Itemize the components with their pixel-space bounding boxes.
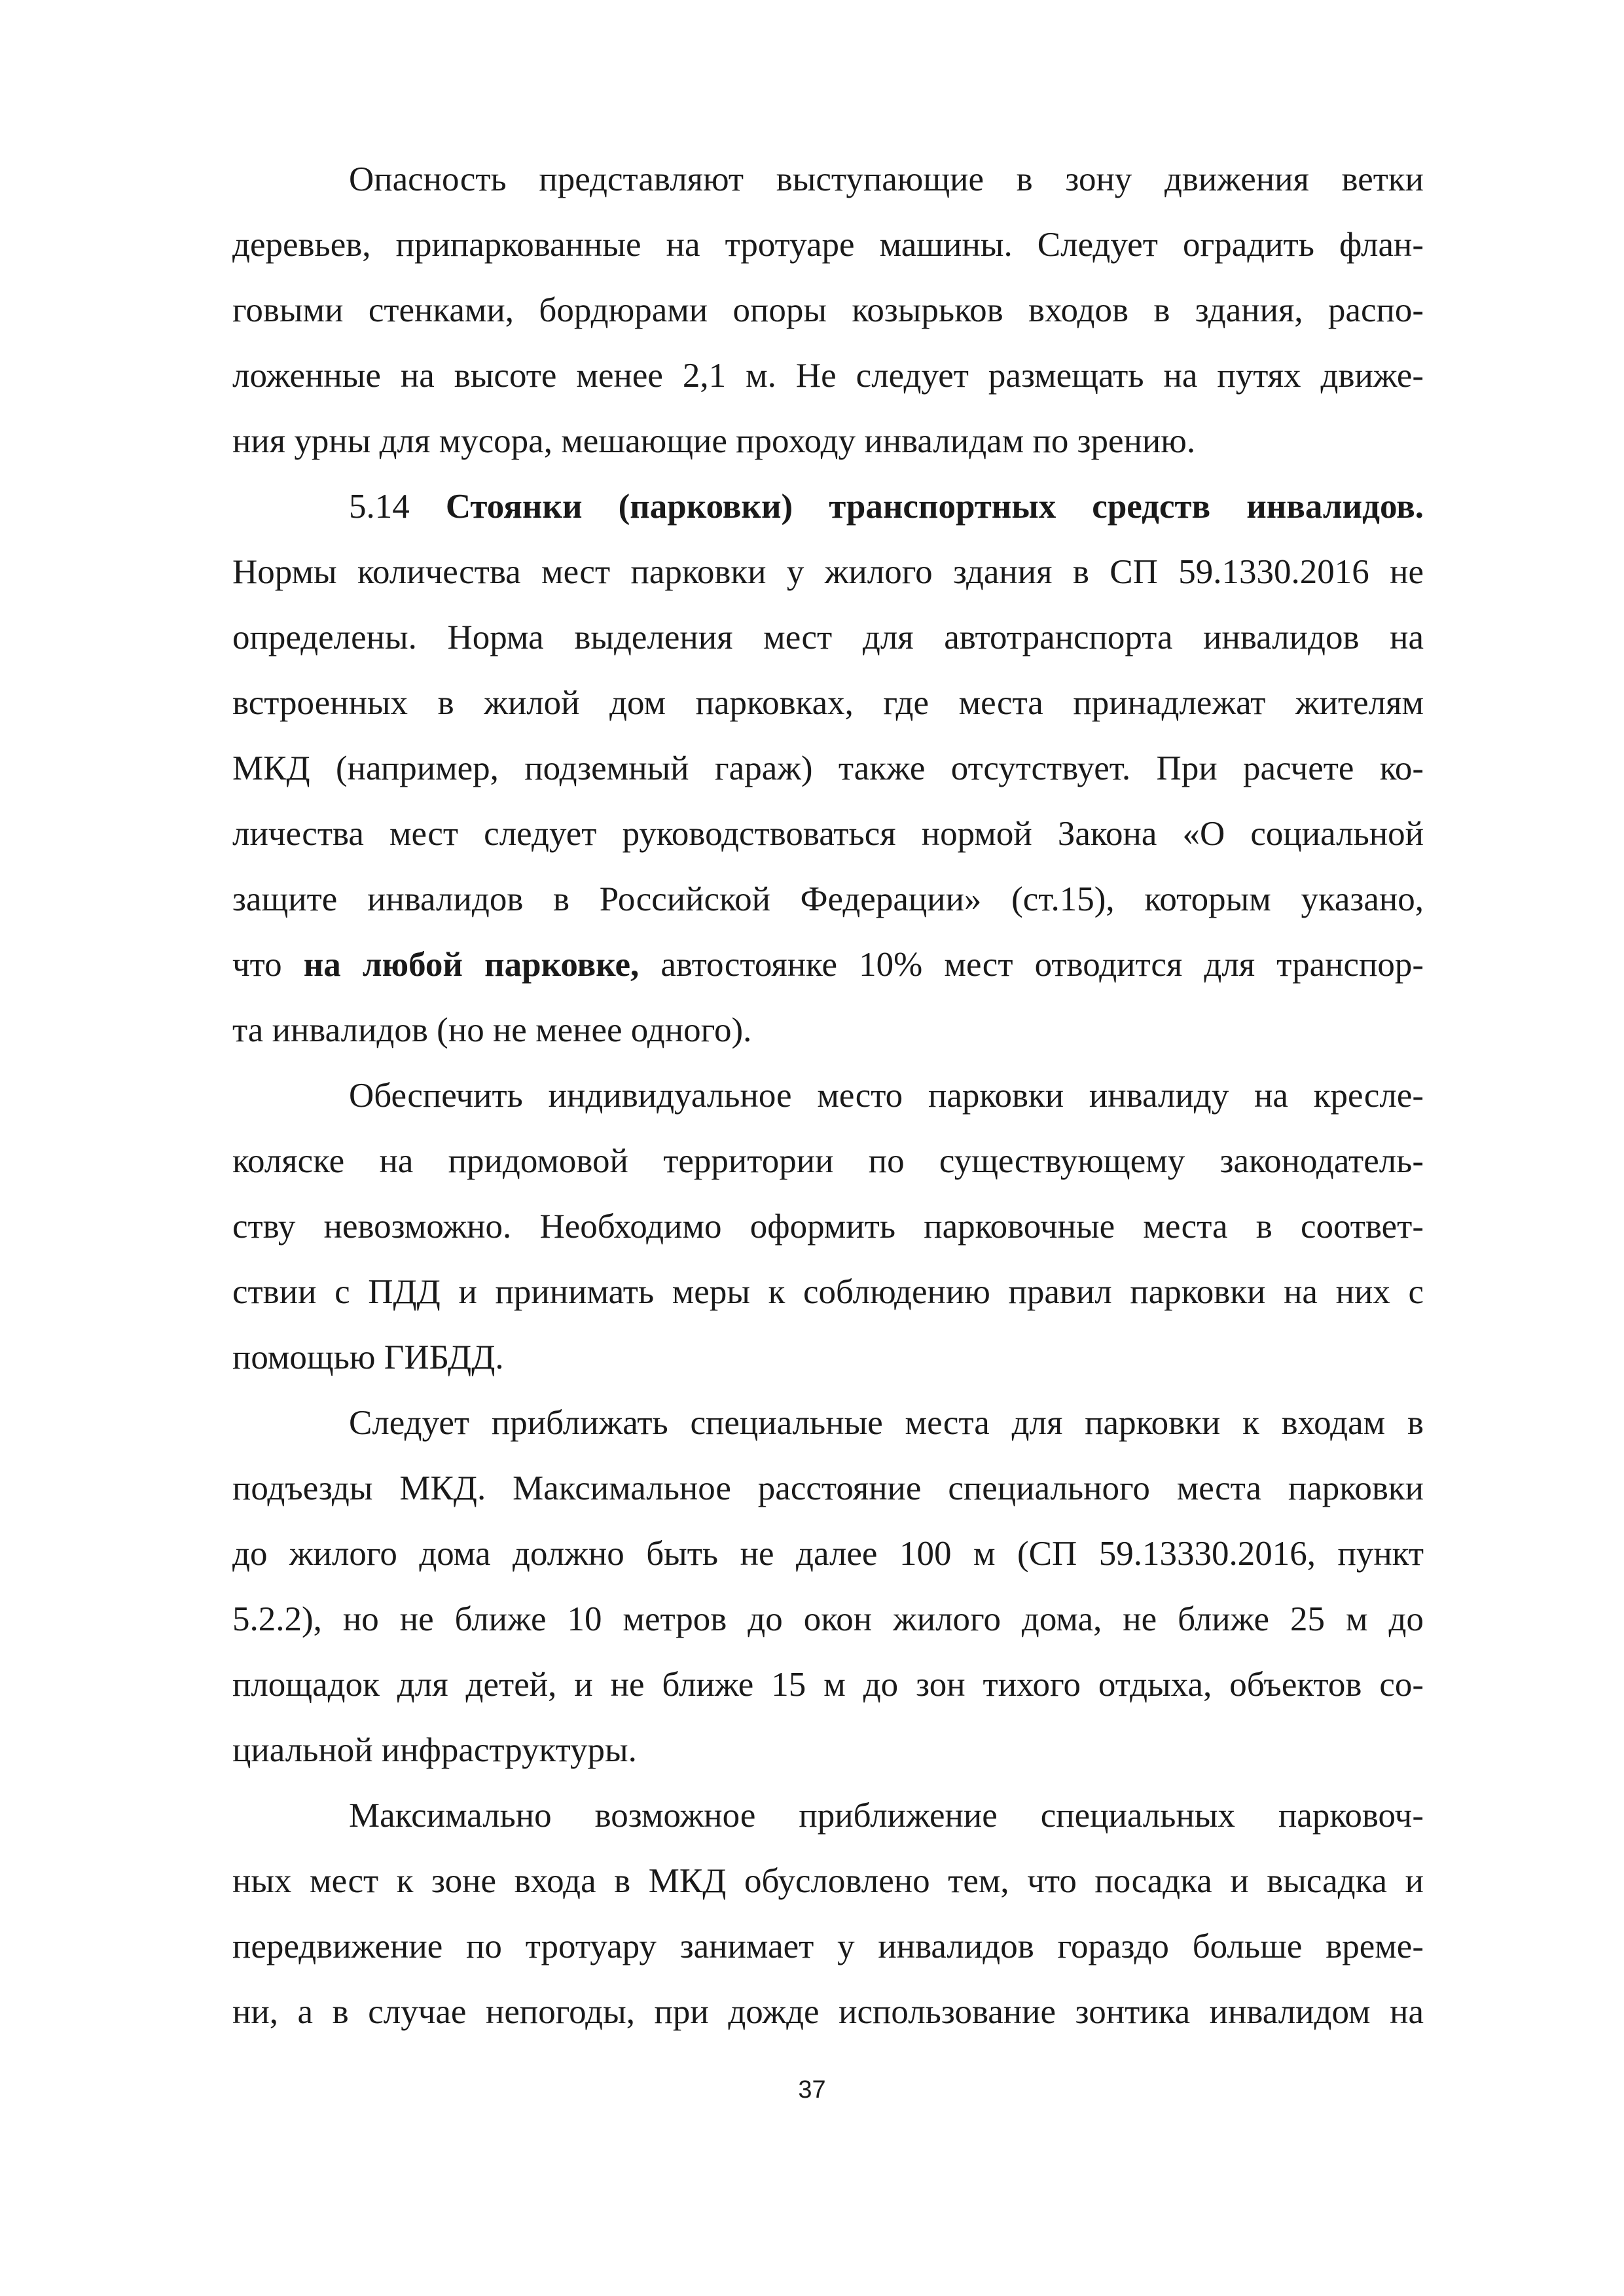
section-heading-line <box>232 474 1424 539</box>
text-line: площадок для детей, и не ближе 15 м до зон тихого отдыха, объектов со- <box>232 1666 1424 1704</box>
emphasized-text: на любой парковке, <box>303 946 640 984</box>
text-line: Опасность представляют выступающие в зону движения ветки <box>349 160 1424 198</box>
text-line: встроенных в жилой дом парковках, где места принадлежат жителям <box>232 684 1424 722</box>
text-line: Максимально возможное приближение специальных парковоч- <box>349 1797 1424 1835</box>
text-fragment: что <box>232 946 304 984</box>
page-number: 37 <box>798 2076 826 2104</box>
text-line: ложенные на высоте менее 2,1 м. Не следует размещать на путях движе- <box>232 357 1424 395</box>
paragraph-parking-distance <box>232 1390 1424 1783</box>
text-fragment: автостоянке 10% мест отводится для транспор- <box>639 946 1424 984</box>
text-line: Следует приближать специальные места для парковки к входам в <box>349 1404 1424 1442</box>
text-line: та инвалидов (но не менее одного). <box>232 1011 752 1049</box>
section-heading: Стоянки (парковки) транспортных средств инвалидов. <box>445 488 1424 526</box>
paragraph-individual-parking <box>232 1063 1424 1390</box>
text-line: МКД (например, подземный гараж) также отсутствует. При расчете ко- <box>232 749 1424 787</box>
text-line: помощью ГИБДД. <box>232 1338 504 1376</box>
text-line: защите инвалидов в Российской Федерации» (ст.15), которым указано, <box>232 880 1424 918</box>
text-line: коляске на придомовой территории по существующему законодатель- <box>232 1142 1424 1180</box>
text-line: ных мест к зоне входа в МКД обусловлено тем, что посадка и высадка и <box>232 1862 1424 1900</box>
text-line: передвижение по тротуару занимает у инвалидов гораздо больше време- <box>232 1928 1424 1965</box>
text-line: подъезды МКД. Максимальное расстояние специального места парковки <box>232 1469 1424 1507</box>
body-text <box>232 147 1424 2045</box>
text-line: ствии с ПДД и принимать меры к соблюдению правил парковки на них с <box>232 1273 1424 1311</box>
paragraph-sidewalk-hazards <box>232 147 1424 474</box>
text-line-with-emphasis <box>232 932 1424 997</box>
text-line: Нормы количества мест парковки у жилого здания в СП 59.1330.2016 не <box>232 553 1424 591</box>
text-line: деревьев, припаркованные на тротуаре машины. Следует оградить флан- <box>232 226 1424 264</box>
text-line: 5.2.2), но не ближе 10 метров до окон жилого дома, не ближе 25 м до <box>232 1600 1424 1638</box>
section-number: 5.14 <box>349 488 446 526</box>
text-line: циальной инфраструктуры. <box>232 1731 637 1769</box>
text-line: ни, а в случае непогоды, при дожде использование зонтика инвалидом на <box>232 1993 1424 2031</box>
text-line: ству невозможно. Необходимо оформить парковочные места в соответ- <box>232 1208 1424 1246</box>
text-line: до жилого дома должно быть не далее 100 м (СП 59.13330.2016, пункт <box>232 1535 1424 1573</box>
text-line: определены. Норма выделения мест для автотранспорта инвалидов на <box>232 619 1424 656</box>
text-line: личества мест следует руководствоваться нормой Закона «О социальной <box>232 815 1424 853</box>
paragraph-parking-section <box>232 474 1424 1063</box>
text-line: ния урны для мусора, мешающие проходу инвалидам по зрению. <box>232 422 1196 460</box>
text-line: Обеспечить индивидуальное место парковки инвалиду на кресле- <box>349 1077 1424 1115</box>
text-line: говыми стенками, бордюрами опоры козырьков входов в здания, распо- <box>232 291 1424 329</box>
paragraph-entrance-proximity <box>232 1783 1424 2045</box>
